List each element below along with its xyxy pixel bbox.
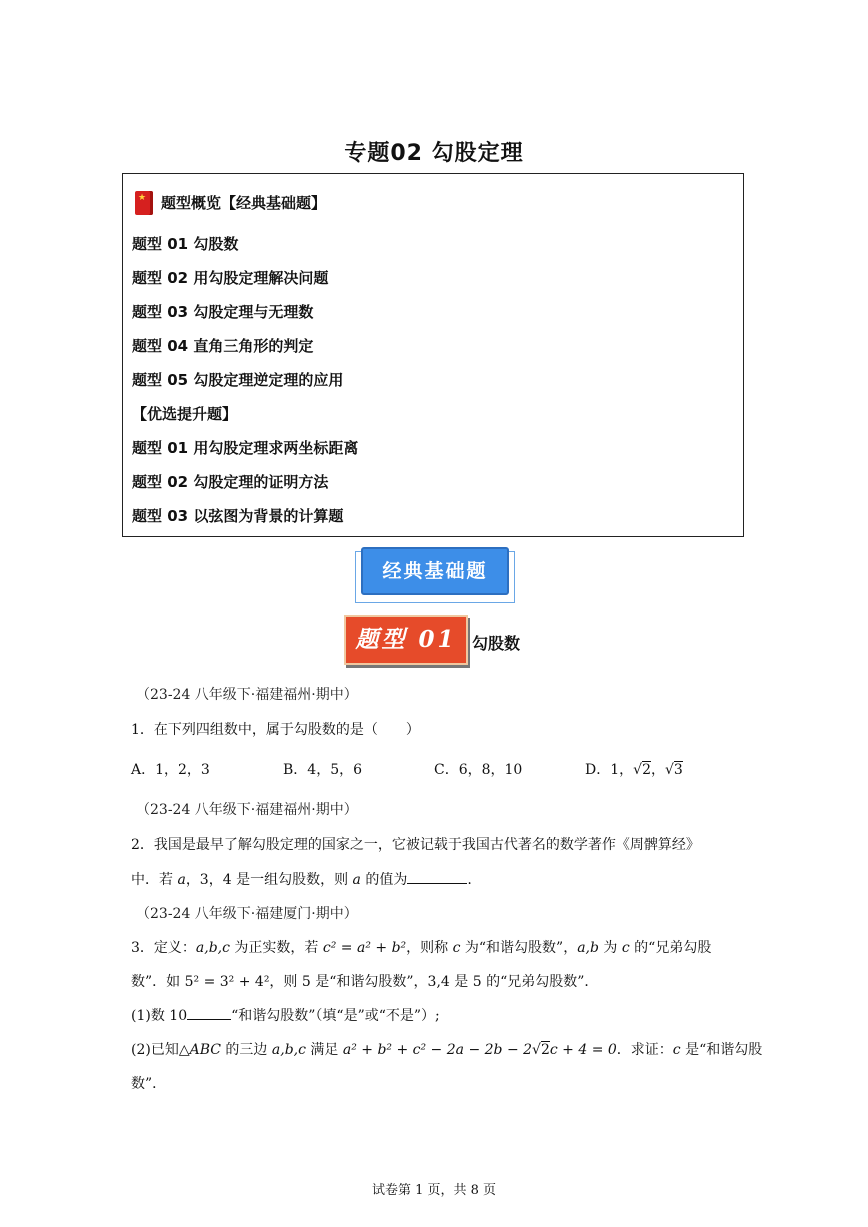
section-banner [355,545,515,601]
page-title: 专题02 勾股定理 [344,141,524,166]
section-banner-label: 经典基础题 [361,547,509,595]
question-text: 2．我国是最早了解勾股定理的国家之一，它被记载于我国古代著名的数学著作《周髀算经》 [131,837,700,853]
question-text: 中．若 a，3，4 是一组勾股数，则 a 的值为 . [131,869,472,889]
sub-question-2: (2)已知△ABC 的三边 a,b,c 满足 a² + b² + c² − 2a − 2b − 2√2c + 4 = 0．求证：c 是“和谐勾股 [131,1042,763,1058]
answer-blank[interactable] [407,869,467,884]
question-text: 数”．如 5² = 3² + 4²，则 5 是“和谐勾股数”，3,4 是 5 的“兄弟勾股数”． [131,974,599,990]
overview-item: 题型 04 直角三角形的判定 [132,337,314,355]
answer-blank[interactable] [187,1005,231,1020]
overview-item: 题型 01 用勾股定理求两坐标距离 [132,439,359,457]
page-footer: 试卷第 1 页，共 8 页 [371,1183,497,1198]
overview-section-heading: 【优选提升题】 [132,405,238,423]
overview-heading: 题型概览【经典基础题】 [161,194,327,212]
option-b: B．4，5，6 [283,762,363,778]
option-a: A．1，2，3 [131,762,210,778]
question-text: 3．定义：a,b,c 为正实数，若 c² = a² + b²，则称 c 为“和谐勾股数”，a,b 为 c 的“兄弟勾股 [131,940,712,956]
option-d: D．1，√2，√3 [585,762,683,778]
overview-item: 题型 03 以弦图为背景的计算题 [132,507,344,525]
sub-question-2-cont: 数”． [131,1076,167,1092]
overview-item: 题型 02 勾股定理的证明方法 [132,473,329,491]
book-icon [135,191,153,215]
question-type-label: 勾股数 [472,634,521,653]
overview-item: 题型 02 用勾股定理解决问题 [132,269,329,287]
question-source: （23-24 八年级下·福建福州·期中） [136,687,358,703]
question-source: （23-24 八年级下·福建福州·期中） [136,802,358,818]
question-source: （23-24 八年级下·福建厦门·期中） [136,906,358,922]
overview-item: 题型 03 勾股定理与无理数 [132,303,314,321]
question-type-badge: 题型 01 [344,615,468,665]
question-stem: 1．在下列四组数中，属于勾股数的是（ ） [131,722,420,738]
sub-question-1: (1)数 10 “和谐勾股数”（填“是”或“不是”）; [131,1005,440,1025]
overview-box [122,173,744,537]
overview-item: 题型 05 勾股定理逆定理的应用 [132,371,344,389]
overview-item: 题型 01 勾股数 [132,235,239,253]
option-c: C．6，8，10 [434,762,523,778]
